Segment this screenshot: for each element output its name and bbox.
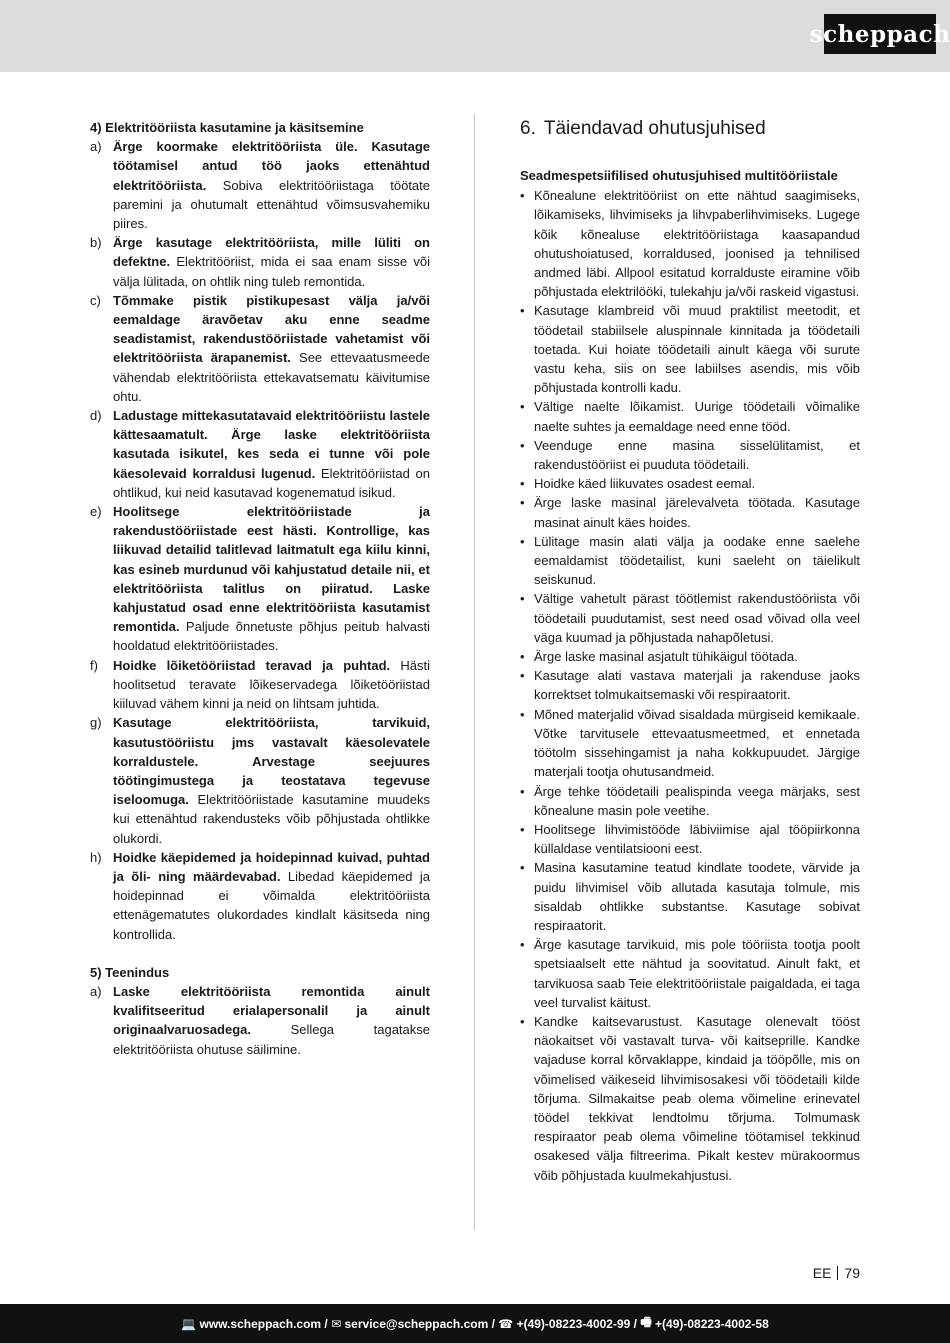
item-bold-text: Ärge koormake elektritööriista üle. Kasutage töötamisel antud töö jaoks ettenähtud elektritööriista. [113,139,430,193]
bullet-icon: • [520,188,525,204]
bullet-icon: • [520,783,525,799]
left-column [90,118,430,1059]
item-text: Sellega tagatakse elektritööriista ohutuse säilimine. [113,1022,430,1057]
bullet-text: Kasutage alati vastava materjali ja rakenduse jaoks korrektset tolmukaitsemaski või respiraatorit. [534,668,860,703]
email-icon: ✉ [331,1316,345,1331]
bullet-icon: • [520,937,525,953]
item-bold-text: Hoidke käepidemed ja hoidepinnad kuivad, puhtad ja õli- ning määrdevabad. [113,849,430,884]
item-text: Libedad käepidemed ja hoidepinnad ei võimalda elektritööriista ettenägematutes olukordades kindlalt käsitseda ning kontrollida. [113,868,430,942]
list-item [90,713,430,847]
item-text: Elektritööriistad on ohtlikud, kui neid kasutavad kogenematud isikud. [113,465,430,500]
section-4-heading: 4) Elektritööriista kasutamine ja käsitsemine [90,120,364,135]
item-label: g) [90,715,102,731]
list-item [520,1012,860,1185]
list-item [520,858,860,935]
bullet-text: Kasutage klambreid või muud praktilist meetodit, et töödetail stabiilsele aluspinnale kinnitada ja töödetaili toetada. Kui hoiate töödetaili ainult käega või surute vastu keha, siis on see labiilses asendis, mis võib põhjustada kontrolli kadu. [534,303,860,396]
phone-icon: ☎ [498,1316,517,1331]
item-text: See ettevaatusmeede vähendab elektritööriista ettekavatsematu käivitumise ohtu. [113,350,430,404]
section-4-list [90,137,430,944]
item-bold-text: Kasutage elektritööriista, tarvikuid, kasutustööriistu jms vastavalt käesolevatele korraldustele. Arvestage seejuures töötingimustega ja teostatava tegevuse iseloomuga. [113,715,430,808]
bullet-icon: • [520,860,525,876]
item-bold-text: Laske elektritööriista remontida ainult kvalifitseeritud erialapersonalil ja ainult originaalvaruosadega. [113,983,430,1038]
page-language: EE [812,1265,832,1281]
list-item [90,848,430,944]
bullet-text: Mõned materjalid võivad sisaldada mürgiseid kemikaale. Võtke tarvitusele ettevaatusmeetmed, et ennetada töötolm sissehingamist ja naha kokkupuudet. Järgige materjali tootja ohutusandmeid. [534,706,860,780]
item-label: a) [90,983,102,999]
bullet-text: Ärge kasutage tarvikuid, mis pole tööriista tootja poolt spetsiaalselt ette nähtud ja soovitatud. Ainult fakt, et tarvikuosa saab Teie elektritööriistale paigaldada, ei taga veel turvalist käitust. [534,937,860,1010]
footer-bar: 💻 www.scheppach.com / ✉ service@scheppach.com / ☎ +(49)-08223-4002-99 / 🖷 +(49)-08223-4002-58 [0,1304,950,1343]
bullet-icon: • [520,495,525,511]
bullet-text: Kõnealune elektritööriist on ette nähtud saagimiseks, lõikamiseks, lihvimiseks ja lihvpaberlihvimiseks. Lugege kõik kõnealuse elektritööriistaga kaasapandud ohutushoiatused, korraldused, joonised ja tehnilised andmed läbi. Allpool esitatud korralduste eiramine võib põhjustada elektrilööki, tulekahju ja/või raskeid vigastusi. [534,188,860,300]
list-item [90,233,430,291]
bullet-icon: • [520,1013,525,1029]
footer-website[interactable]: www.scheppach.com [199,1316,322,1331]
scheppach-logo: scheppach [824,14,936,54]
list-item [520,589,860,647]
fax-icon: 🖷 [640,1315,656,1329]
list-item [520,820,860,858]
bullet-text: Lülitage masin alati välja ja oodake enne saelehe eemaldamist töödetailist, kuni saeleht on täielikult seiskunud. [534,533,860,588]
section-5-heading: 5) Teenindus [90,964,170,980]
right-column [520,118,860,1185]
bullet-text: Kandke kaitsevarustust. Kasutage olenevalt tööst näokaitset või vastavalt turva- või kaitseprille. Kandke vajaduse korral kõrvaklappe, kindaid ja tööpõlle, mis on võimelised väikeseid lihvimisosakesi või töödetaili kilde tõrjuma. Silmakaitse peab olema võimeline erinevatel töödel tekkivat lendtolmu tõrjuma. Tolmumask respiraator peab olema võimeline töötamisel tekkinud osakesed välja filtreerima. Pikalt kestev mürakoormus võib põhjustada kuulmekahjustusi. [534,1013,860,1183]
item-label: e) [90,504,102,520]
safety-bullet-list [520,186,860,1185]
list-item [90,137,430,233]
item-text: Paljude õnnetuste põhjus peitub halvasti hooldatud elektritööriistades. [113,619,430,654]
column-divider [474,114,475,1230]
footer-fax: +(49)-08223-4002-58 [655,1316,769,1331]
bullet-text: Veenduge enne masina sisselülitamist, et rakendustööriist ei puuduta töödetaili. [534,437,860,473]
footer-phone: +(49)-08223-4002-99 [516,1316,631,1331]
item-text: Elektritööriistade kasutamine muudeks kui ettenähtud rakendusteks võib põhjustada ohtlikke olukordi. [113,792,430,846]
item-text: Hästi hoolitsetud teravate lõikeservadega lõiketööriistad kiiluvad vähem kinni ja neid on lihtsam juhtida. [113,657,430,712]
section-6-subheading: Seadmespetsiifilised ohutusjuhised multitööriistale [520,168,838,183]
list-item [520,301,860,397]
item-bold-text: Ärge kasutage elektritööriista, mille lüliti on defektne. [113,235,430,270]
item-bold-text: Hoolitsege elektritööriistade ja rakendustööriistade eest hästi. Kontrollige, kas liikuvad detailid talitlevad laitmatult ega kiilu kinni, kas esineb murdunud või kahjustatud detaile nii, et elektritööriista talitlus on piiratud. Laske kahjustatud osad enne elektritööriista kasutamist remontida. [113,504,430,635]
list-item [520,397,860,435]
list-item [520,935,860,1012]
bullet-icon: • [520,591,525,607]
bullet-text: Vältige vahetult pärast töötlemist rakendustööriista või töödetaili puudutamist, sest need osad võivad olla veel väga kuumad ja põhjustada nahapõletusi. [534,591,860,645]
list-item [90,291,430,406]
page-number-value: 79 [844,1265,860,1281]
list-item [90,656,430,714]
section-6-number: 6. [520,118,536,139]
bullet-text: Hoidke käed liikuvates osadest eemal. [534,476,756,492]
item-label: d) [90,408,102,424]
list-item [90,406,430,502]
computer-icon: 💻 [181,1316,200,1331]
bullet-icon: • [520,821,525,837]
item-label: h) [90,849,102,865]
bullet-text: Masina kasutamine teatud kindlate toodete, värvide ja puidu lihvimisel võib allutada kasutaja tolmule, mis sisaldab ohtlikke substantse. Kasutage sobivat respiraatorit. [534,860,860,933]
bullet-text: Ärge tehke töödetaili pealispinda veega märjaks, sest kõnealune masin pole veetihe. [534,783,860,818]
item-bold-text: Ladustage mittekasutatavaid elektritööriistu lastele kättesaamatult. Ärge laske elektritööriista kasutada isikutel, kes seda ei tunne või pole käesolevaid korraldusi lugenud. [113,408,430,481]
bullet-icon: • [520,303,525,319]
item-bold-text: Tõmmake pistik pistikupesast välja ja/või eemaldage äravõetav aku enne seadme seadistamist, rakendustööriistade vahetamist või elektritööriista ärapanemist. [113,292,430,366]
item-label: c) [90,292,101,308]
list-item [520,666,860,704]
list-item [520,493,860,531]
bullet-icon: • [520,476,525,492]
list-item [90,502,430,656]
list-item [520,186,860,301]
list-item [520,532,860,590]
item-bold-text: Hoidke lõiketööriistad teravad ja puhtad. [113,657,391,673]
list-item [520,705,860,782]
item-text: Elektritööriist, mida ei saa enam sisse või välja lülitada, on ohtlik ning tuleb remontida. [113,254,430,289]
header-bar [0,0,950,72]
list-item [90,982,430,1059]
item-label: a) [90,139,102,155]
bullet-icon: • [520,399,525,415]
bullet-icon: • [520,649,525,665]
bullet-text: Hoolitsege lihvimistööde läbiviimise ajal tööpiirkonna küllaldase ventilatsiooni eest. [534,821,860,857]
item-text: Sobiva elektritööriistaga töötate paremini ja ohutumalt ettenähtud võimsusvahemiku piires. [113,177,430,232]
bullet-text: Ärge laske masinal asjatult tühikäigul töötada. [534,649,798,665]
section-5-list [90,982,430,1059]
item-label: b) [90,235,102,251]
page-number [813,1265,860,1281]
bullet-icon: • [520,533,525,549]
list-item [520,782,860,820]
bullet-text: Vältige naelte lõikamist. Uurige töödetaili võimalike naelte suhtes ja eemaldage need enne tööd. [534,399,860,434]
bullet-text: Ärge laske masinal järelevalveta töötada. Kasutage masinat ainult käes hoides. [534,495,860,530]
list-item [520,474,860,493]
bullet-icon: • [520,706,525,722]
bullet-icon: • [520,437,525,453]
section-6-heading: Täiendavad ohutusjuhised [543,118,766,139]
list-item [520,647,860,666]
bullet-icon: • [520,668,525,684]
list-item [520,436,860,474]
section-6-title [520,118,860,140]
item-label: f) [90,657,98,673]
footer-email[interactable]: service@scheppach.com [344,1316,489,1331]
